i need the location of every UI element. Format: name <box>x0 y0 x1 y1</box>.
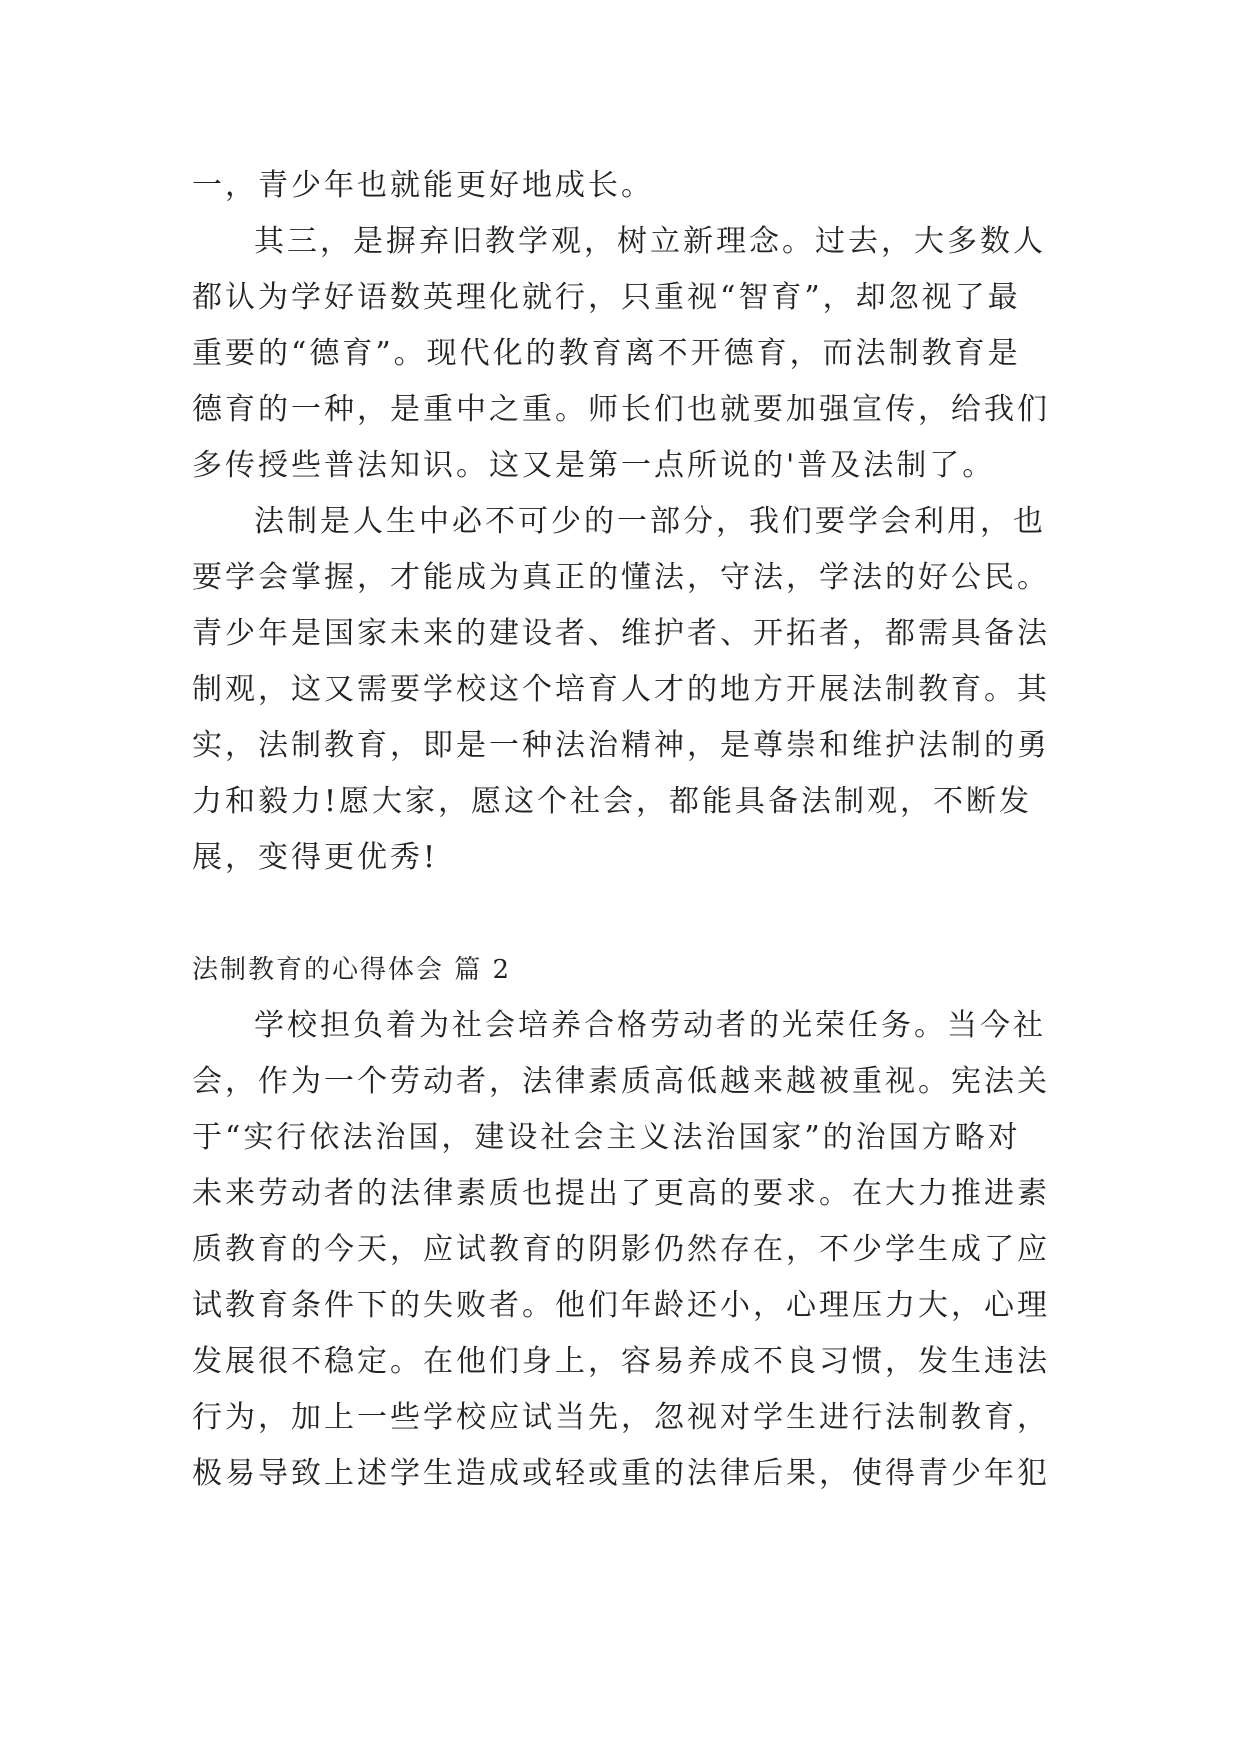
text-line: 发展很不稳定。在他们身上，容易养成不良习惯，发生违法 <box>192 1344 1050 1379</box>
paragraph-start-line: 其三，是摒弃旧教学观，树立新理念。过去，大多数人 <box>254 224 1046 259</box>
text-line: 于“实行依法治国，建设社会主义法治国家”的治国方略对 <box>192 1120 1021 1155</box>
text-line: 重要的“德育”。现代化的教育离不开德育，而法制教育是 <box>192 336 1021 371</box>
text-line: 实，法制教育，即是一种法治精神，是尊崇和维护法制的勇 <box>192 728 1050 763</box>
text-line: 未来劳动者的法律素质也提出了更高的要求。在大力推进素 <box>192 1176 1050 1211</box>
paragraph-start-line: 学校担负着为社会培养合格劳动者的光荣任务。当今社 <box>254 1008 1046 1043</box>
text-line: 行为，加上一些学校应试当先，忽视对学生进行法制教育， <box>192 1400 1050 1435</box>
text-line: 会，作为一个劳动者，法律素质高低越来越被重视。宪法关 <box>192 1064 1050 1099</box>
section-heading: 法制教育的心得体会 篇 2 <box>192 955 512 985</box>
text-line: 要学会掌握，才能成为真正的懂法，守法，学法的好公民。 <box>192 560 1050 595</box>
text-line: 青少年是国家未来的建设者、维护者、开拓者，都需具备法 <box>192 616 1050 651</box>
text-line: 德育的一种，是重中之重。师长们也就要加强宣传，给我们 <box>192 392 1050 427</box>
text-line: 制观，这又需要学校这个培育人才的地方开展法制教育。其 <box>192 672 1050 707</box>
text-line: 极易导致上述学生造成或轻或重的法律后果，使得青少年犯 <box>192 1456 1050 1491</box>
text-line: 多传授些普法知识。这又是第一点所说的'普及法制了。 <box>192 448 996 483</box>
paragraph-start-line: 法制是人生中必不可少的一部分，我们要学会利用，也 <box>254 504 1046 539</box>
text-line: 质教育的今天，应试教育的阴影仍然存在，不少学生成了应 <box>192 1232 1050 1267</box>
text-line: 试教育条件下的失败者。他们年龄还小，心理压力大，心理 <box>192 1288 1050 1323</box>
text-line: 力和毅力!愿大家，愿这个社会，都能具备法制观，不断发 <box>192 784 1033 819</box>
text-line: 展，变得更优秀! <box>192 840 439 875</box>
text-line: 都认为学好语数英理化就行，只重视“智育”，却忽视了最 <box>192 280 1021 315</box>
text-line: 一，青少年也就能更好地成长。 <box>192 168 654 203</box>
